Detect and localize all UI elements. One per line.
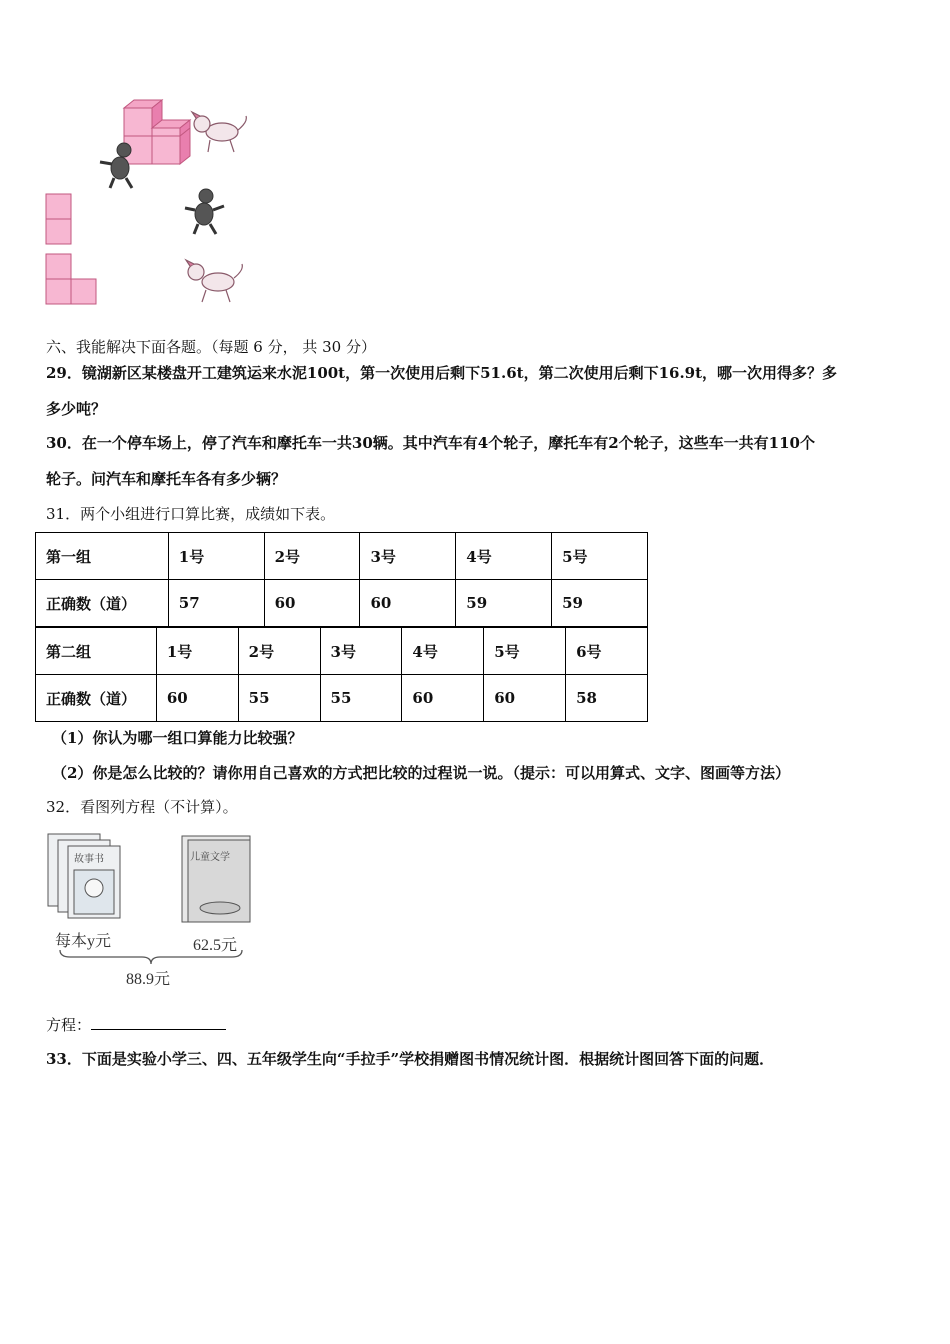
q31-intro: 31．两个小组进行口算比赛，成绩如下表。 <box>46 505 336 523</box>
q31-sub1: （1）你认为哪一组口算能力比较强？ <box>52 729 303 747</box>
cube-structure <box>124 100 190 164</box>
books-figure <box>44 830 264 930</box>
book-title-right: 儿童文学 <box>190 852 230 863</box>
table-cell: 58 <box>566 675 648 722</box>
table-cell: 正确数（道） <box>36 675 157 722</box>
total-brace <box>58 948 244 966</box>
table-cell: 3号 <box>360 533 456 580</box>
cube-figure <box>40 92 260 312</box>
q31-sub2: （2）你是怎么比较的？请你用自己喜欢的方式把比较的过程说一说。（提示：可以用算式、文字、图画等方法） <box>52 764 790 782</box>
table-cell: 55 <box>238 675 320 722</box>
table-cell: 2号 <box>264 533 360 580</box>
table-cell: 60 <box>402 675 484 722</box>
q29-line1: 29．镜湖新区某楼盘开工建筑运来水泥100t，第一次使用后剩下51.6t，第二次使用后剩下16.9t，哪一次用得多？多 <box>46 364 838 382</box>
table-row <box>36 628 648 675</box>
dog-icon <box>192 112 246 152</box>
view-side <box>46 254 96 304</box>
table-cell: 57 <box>168 580 264 627</box>
table-cell: 60 <box>156 675 238 722</box>
price-label-total: 88.9元 <box>126 971 171 988</box>
group2-table <box>35 627 648 722</box>
literature-book-icon <box>182 836 250 922</box>
table-row <box>36 675 648 722</box>
table-row <box>36 580 648 627</box>
q32-intro: 32．看图列方程（不计算）。 <box>46 798 238 816</box>
table-cell: 60 <box>264 580 360 627</box>
table-cell: 3号 <box>320 628 402 675</box>
table-cell: 59 <box>552 580 648 627</box>
q33-intro: 33．下面是实验小学三、四、五年级学生向“手拉手”学校捐赠图书情况统计图．根据统计图回答下面的问题． <box>46 1050 775 1068</box>
table-cell: 60 <box>484 675 566 722</box>
table-cell: 6号 <box>566 628 648 675</box>
table-cell: 4号 <box>402 628 484 675</box>
table-cell: 55 <box>320 675 402 722</box>
price-label-right: 62.5元 <box>193 937 238 954</box>
group1-table <box>35 532 648 627</box>
q30-line2: 轮子。问汽车和摩托车各有多少辆？ <box>46 470 287 488</box>
monkey-icon <box>100 143 132 188</box>
table-cell: 第一组 <box>36 533 169 580</box>
book-title-left: 故事书 <box>74 854 104 865</box>
table-cell: 60 <box>360 580 456 627</box>
table-cell: 5号 <box>484 628 566 675</box>
monkey-icon <box>185 189 224 234</box>
table-cell: 59 <box>456 580 552 627</box>
q30-line1: 30．在一个停车场上，停了汽车和摩托车一共30辆。其中汽车有4个轮子，摩托车有2个轮子，这些车一共有110个 <box>46 434 815 452</box>
table-cell: 第二组 <box>36 628 157 675</box>
dog-icon <box>186 260 242 302</box>
story-book-icon <box>48 834 120 918</box>
table-cell: 5号 <box>552 533 648 580</box>
equation-line <box>46 1014 226 1035</box>
table-cell: 1号 <box>156 628 238 675</box>
view-front <box>46 194 71 244</box>
table-row <box>36 533 648 580</box>
table-cell: 4号 <box>456 533 552 580</box>
table-cell: 2号 <box>238 628 320 675</box>
equation-blank[interactable] <box>91 1015 226 1030</box>
table-cell: 正确数（道） <box>36 580 169 627</box>
table-cell: 1号 <box>168 533 264 580</box>
section-heading: 六、我能解决下面各题。（每题 6 分， 共 30 分） <box>46 338 376 356</box>
price-label-left: 每本y元 <box>55 933 112 950</box>
q29-line2: 多少吨？ <box>46 400 107 418</box>
equation-label: 方程： <box>46 1016 92 1034</box>
